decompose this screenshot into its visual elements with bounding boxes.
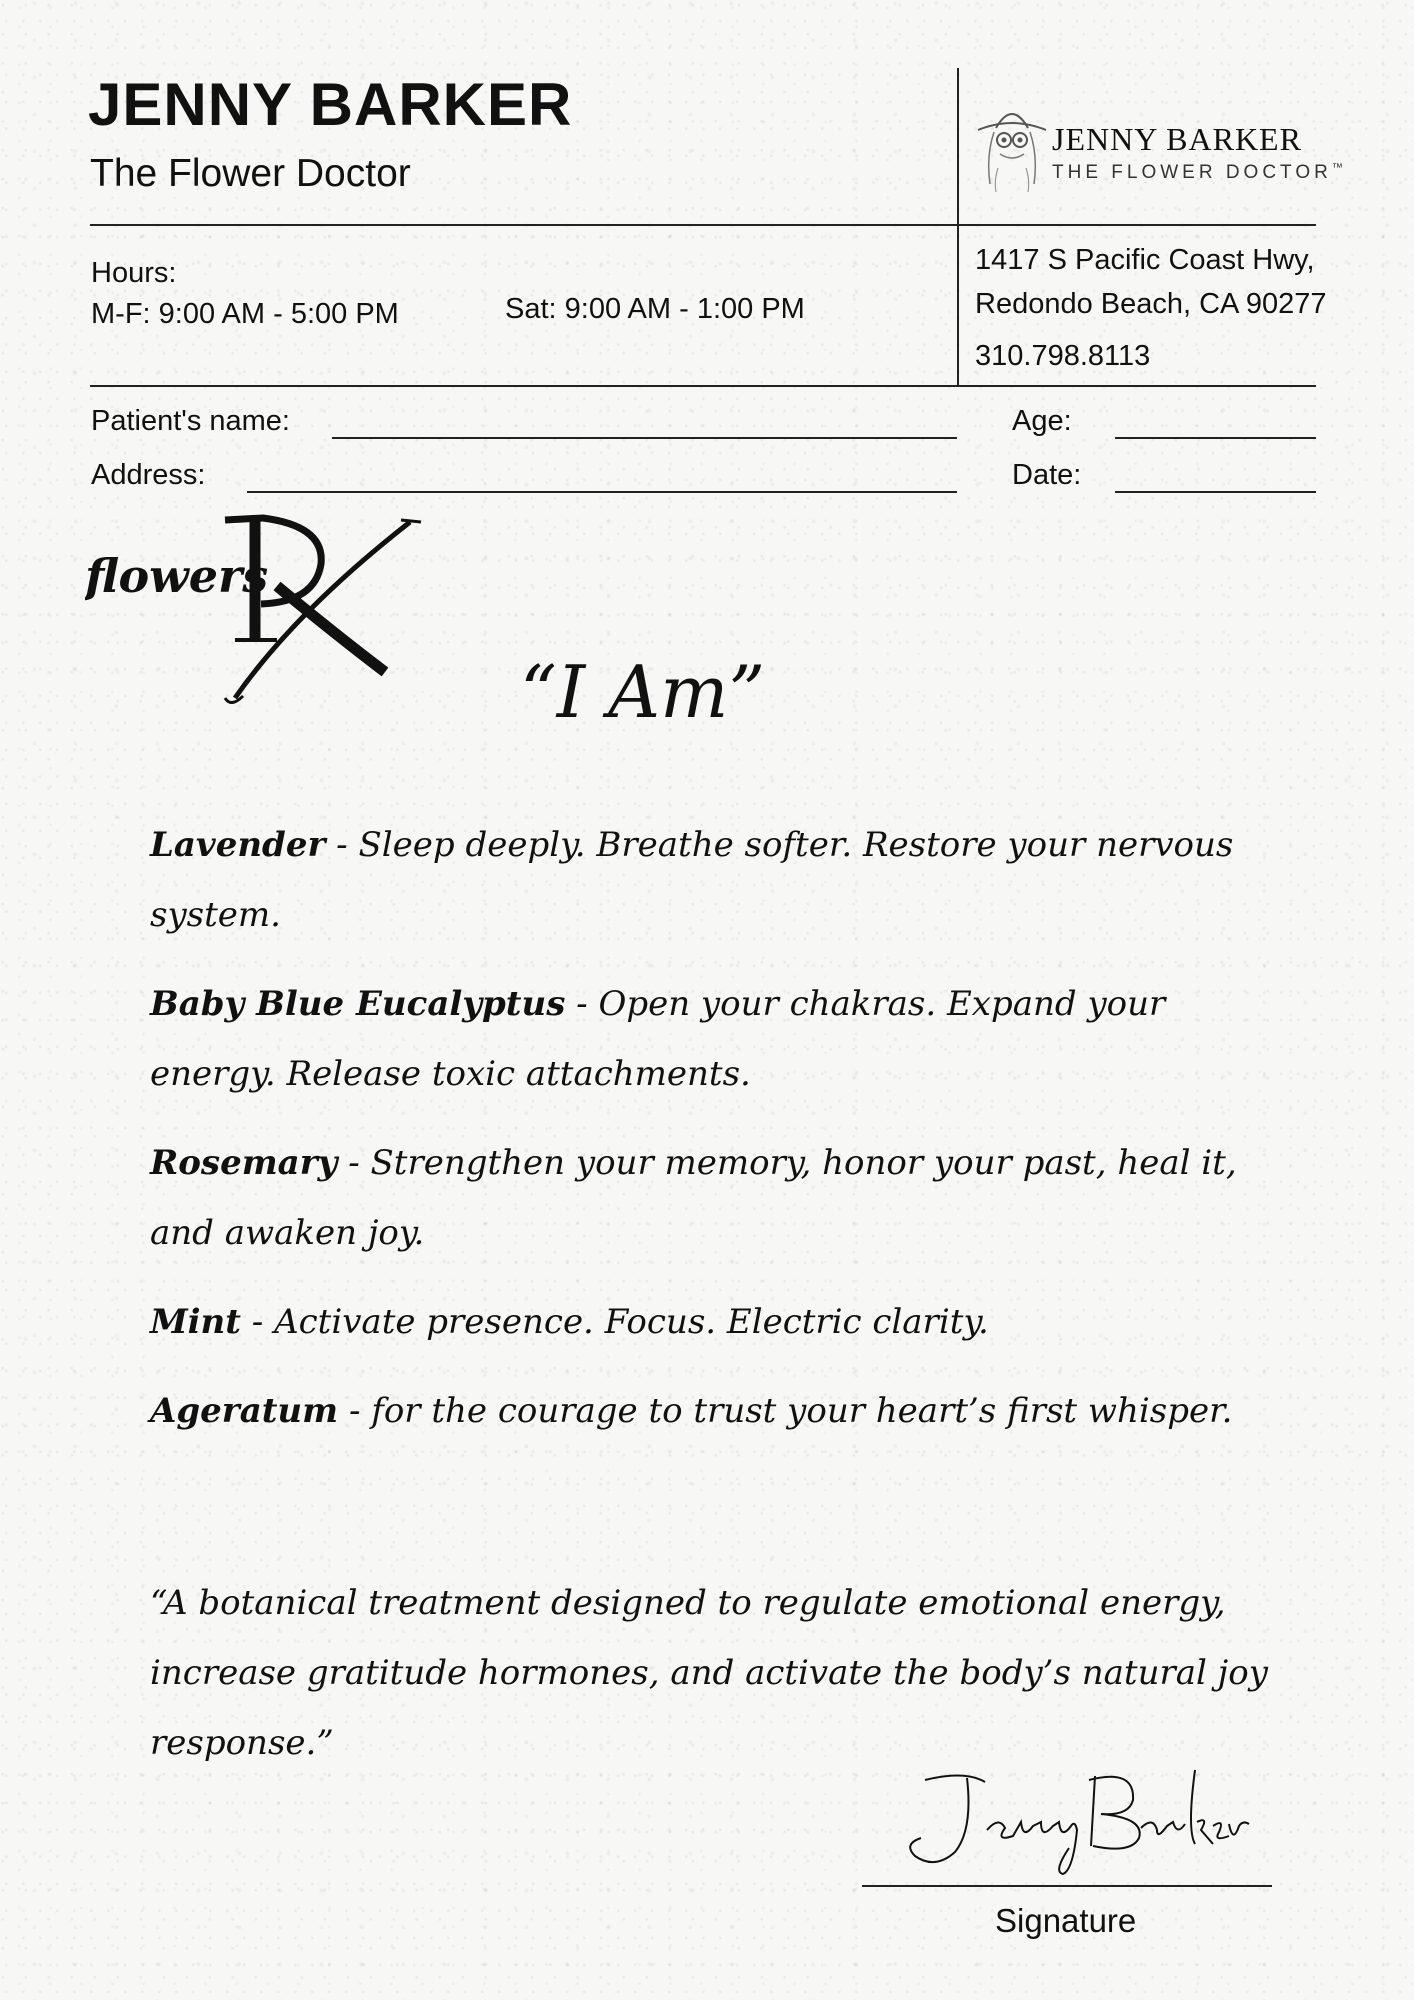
flower-name: Rosemary: [150, 1143, 338, 1183]
age-underline: [1115, 437, 1316, 439]
header-divider-vertical: [957, 68, 959, 386]
list-item: [150, 1287, 1290, 1357]
patient-name-label: Patient's name:: [91, 405, 290, 437]
flower-description: - Open your chakras. Expand your energy. Release toxic attachments.: [150, 984, 1166, 1094]
flower-description: - for the courage to trust your heart’s first whisper.: [338, 1391, 1233, 1431]
flower-description: - Strengthen your memory, honor your past, heal it, and awaken joy.: [150, 1143, 1237, 1253]
address-line2: Redondo Beach, CA 90277: [975, 288, 1327, 320]
logo-name: JENNY BARKER: [1052, 121, 1302, 157]
header-divider-top: [90, 224, 1316, 226]
date-label: Date:: [1012, 459, 1082, 491]
list-item: [150, 810, 1290, 950]
address-label: Address:: [91, 459, 206, 491]
flower-name: Mint: [150, 1302, 241, 1342]
flower-description: - Sleep deeply. Breathe softer. Restore your nervous system.: [150, 825, 1234, 935]
flower-name: Ageratum: [150, 1391, 339, 1431]
hours-saturday: Sat: 9:00 AM - 1:00 PM: [505, 293, 805, 325]
patient-name-underline: [332, 437, 957, 439]
brand-subtitle: The Flower Doctor: [90, 152, 411, 195]
treatment-quote: “A botanical treatment designed to regulate emotional energy, increase gratitude hormones, and activate the body’s natural joy response.”: [150, 1583, 1268, 1763]
address-line1: 1417 S Pacific Coast Hwy,: [975, 244, 1315, 276]
signature-line: [862, 1885, 1272, 1887]
prescription-entries: [150, 810, 1290, 1465]
handwritten-signature: [895, 1760, 1255, 1880]
phone-number: 310.798.8113: [975, 340, 1151, 372]
signature-label: Signature: [995, 1902, 1137, 1939]
flower-name: Lavender: [150, 825, 326, 865]
brand-name: JENNY BARKER: [88, 71, 573, 138]
date-underline: [1115, 491, 1316, 493]
logo-subtitle: THE FLOWER DOCTOR™: [1052, 162, 1343, 183]
rx-symbol-icon: [85, 512, 425, 712]
hours-label: Hours:: [91, 257, 177, 289]
trademark-mark: ™: [1331, 162, 1343, 174]
age-label: Age:: [1012, 405, 1072, 437]
prescription-title: “I Am”: [520, 650, 766, 734]
rx-flowers-text: flowers: [85, 549, 269, 603]
list-item: [150, 969, 1290, 1109]
list-item: [150, 1376, 1290, 1446]
flower-description: - Activate presence. Focus. Electric clarity.: [240, 1302, 989, 1342]
address-underline: [247, 491, 957, 493]
header-divider-bottom: [90, 385, 1316, 387]
list-item: [150, 1128, 1290, 1268]
hours-weekday: M-F: 9:00 AM - 5:00 PM: [91, 298, 399, 330]
flower-name: Baby Blue Eucalyptus: [150, 984, 566, 1024]
